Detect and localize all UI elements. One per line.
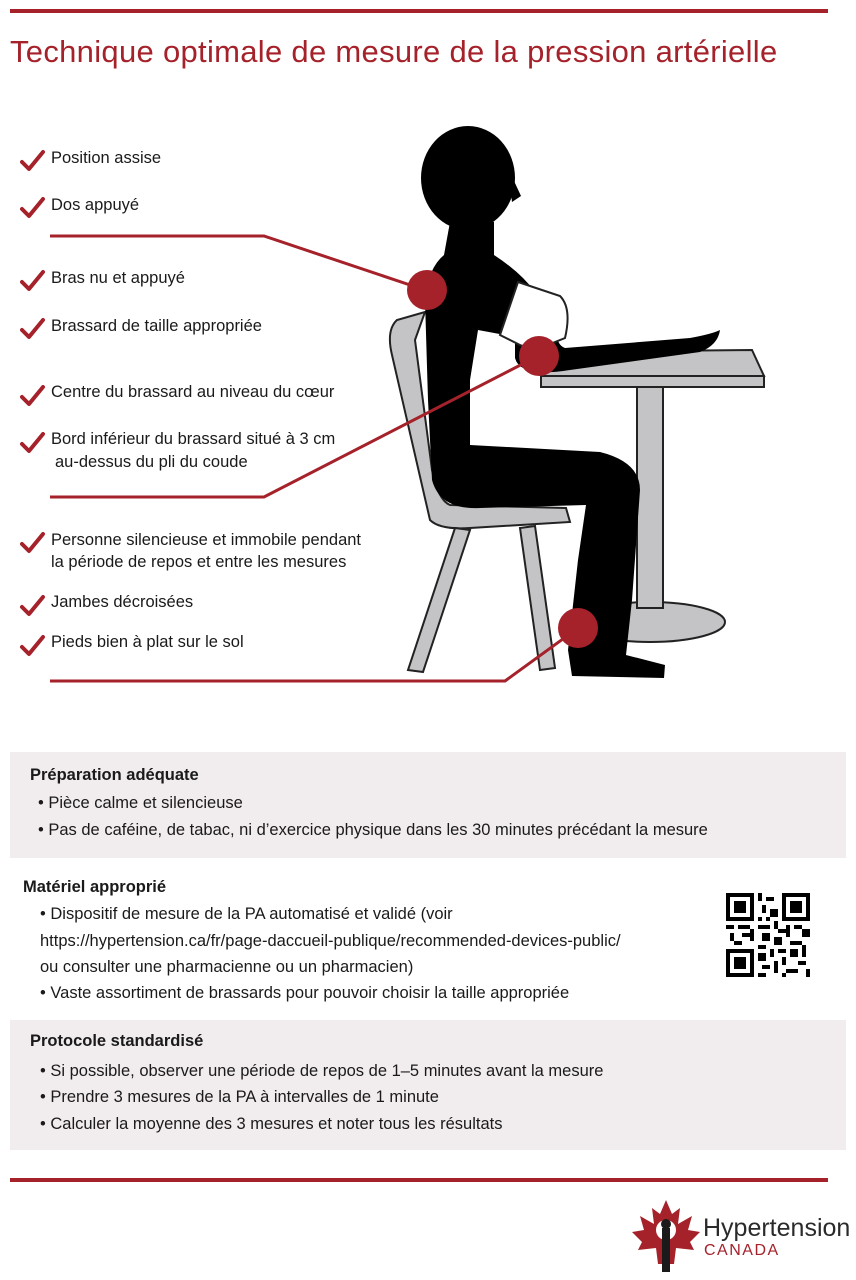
- section-title: Matériel approprié: [23, 878, 167, 896]
- bottom-rule: [10, 1178, 828, 1182]
- logo-text: Hypertension: [703, 1214, 851, 1242]
- check-icon: [20, 595, 46, 617]
- checklist-item-label: Pieds bien à plat sur le sol: [51, 633, 244, 651]
- checklist-item-label: Personne silencieuse et immobile pendant: [51, 531, 362, 549]
- check-icon: [20, 197, 46, 219]
- check-icon: [20, 385, 46, 407]
- bullet-item: • Pas de caféine, de tabac, ni d’exercice physique dans les 30 minutes précédant la mesure: [38, 821, 708, 839]
- bullet-item: • Pièce calme et silencieuse: [38, 794, 243, 812]
- logo-subtext: CANADA: [704, 1242, 780, 1259]
- qr-code-icon: [726, 893, 810, 977]
- bullet-item: • Si possible, observer une période de repos de 1–5 minutes avant la mesure: [40, 1062, 604, 1080]
- check-icon: [20, 270, 46, 292]
- checklist-item-label: Position assise: [51, 149, 162, 167]
- checklist-item-label: Centre du brassard au niveau du cœur: [51, 383, 335, 401]
- checklist-item-label: Bras nu et appuyé: [51, 269, 185, 287]
- check-icon: [20, 150, 46, 172]
- callout-dot-feet: [558, 608, 598, 648]
- callout-dot-cuff: [519, 336, 559, 376]
- checklist-item-label: Dos appuyé: [51, 196, 140, 214]
- check-icon: [20, 532, 46, 554]
- check-icon: [20, 318, 46, 340]
- section-title: Préparation adéquate: [30, 766, 199, 784]
- bullet-item: • Prendre 3 mesures de la PA à intervalles de 1 minute: [40, 1088, 439, 1106]
- bullet-item-url: https://hypertension.ca/fr/page-daccueil-publique/recommended-devices-public/: [40, 932, 621, 950]
- bullet-item: • Vaste assortiment de brassards pour pouvoir choisir la taille appropriée: [40, 984, 570, 1002]
- bullet-item: ou consulter une pharmacienne ou un pharmacien): [40, 958, 414, 976]
- page-title: Technique optimale de mesure de la pression artérielle: [10, 34, 778, 69]
- checklist-item-label: Jambes décroisées: [51, 593, 194, 611]
- protocole-section: [10, 1020, 846, 1150]
- checklist-item-label: Brassard de taille appropriée: [51, 317, 262, 335]
- preparation-section: [10, 752, 846, 858]
- callout-dot-shoulder: [407, 270, 447, 310]
- checklist-item-label-line2: au-dessus du pli du coude: [55, 453, 248, 471]
- bullet-item: • Dispositif de mesure de la PA automatisé et validé (voir: [40, 905, 453, 923]
- check-icon: [20, 635, 46, 657]
- materiel-section: [10, 870, 846, 1010]
- section-title: Protocole standardisé: [30, 1032, 204, 1050]
- checklist-item-label-line2: la période de repos et entre les mesures: [51, 553, 347, 571]
- check-icon: [20, 432, 46, 454]
- person-silhouette: [421, 126, 720, 678]
- bullet-item: • Calculer la moyenne des 3 mesures et noter tous les résultats: [40, 1115, 503, 1133]
- checklist-item-label: Bord inférieur du brassard situé à 3 cm: [51, 430, 336, 448]
